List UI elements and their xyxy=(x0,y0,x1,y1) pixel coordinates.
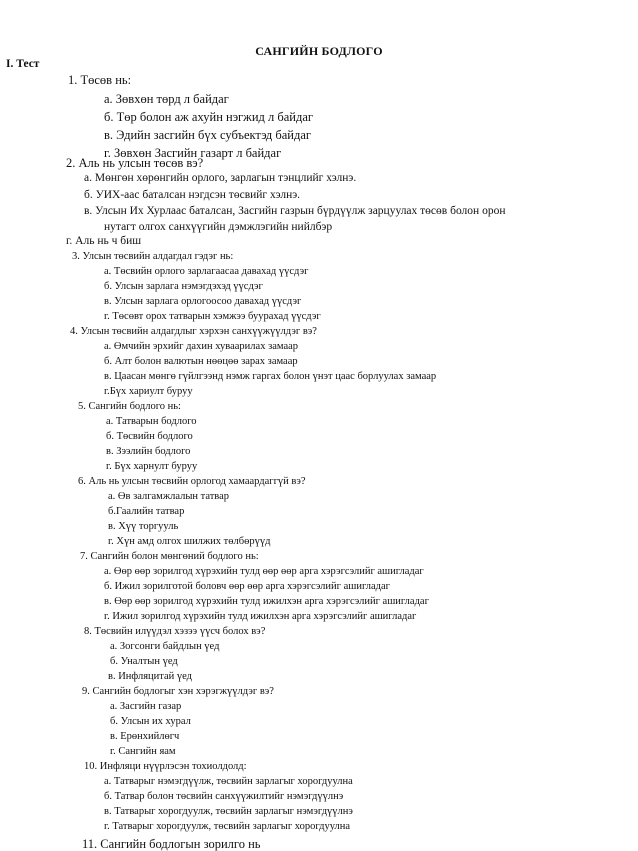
option-line: г. Төсөвт орох татварын хэмжээ буурахад үүсдэг xyxy=(104,311,321,322)
option-line: г. Хүн амд олгох шилжих төлбөрүүд xyxy=(108,536,271,547)
option-line: а. Татварын бодлого xyxy=(106,416,197,427)
option-line: б. Алт болон валютын нөөцөө зарах замаар xyxy=(104,356,298,367)
option-line: б. Төр болон аж ахуйн нэгжид л байдаг xyxy=(104,110,313,124)
question-line: 1. Төсөв нь: xyxy=(68,73,132,87)
option-line: б. Улсын их хурал xyxy=(110,716,191,727)
option-line: нутагт олгох санхүүгийн дэмжлэгийн нийлбэр xyxy=(104,221,333,233)
option-line: а. Зөвхөн төрд л байдаг xyxy=(104,92,229,106)
question-line: 8. Төсвийн илүүдэл хэзээ үүсч болох вэ? xyxy=(84,626,266,637)
option-line: а. Өв залгамжлалын татвар xyxy=(108,491,230,502)
question-line: 10. Инфляци нүүрлэсэн тохиолдолд: xyxy=(84,761,247,772)
option-line: в. Цаасан мөнгө гүйлгээнд нэмж гаргах болон үнэт цаас борлуулах замаар xyxy=(104,371,437,382)
option-line: б. Төсвийн бодлого xyxy=(106,431,193,442)
option-line: а. Өөр өөр зорилгод хүрэхийн тулд өөр өөр арга хэрэгсэлийг ашигладаг xyxy=(104,566,424,577)
option-line: г. Татварыг хорогдуулж, төсвийн зарлагыг хорогдуулна xyxy=(104,821,351,832)
option-line: б. Татвар болон төсвийн санхүүжилтийг нэмэгдүүлнэ xyxy=(104,791,344,802)
question-line: 7. Сангийн болон мөнгөний бодлого нь: xyxy=(80,551,259,562)
option-line: б. УИХ-аас баталсан нэгдсэн төсвийг хэлнэ. xyxy=(84,189,301,201)
option-line: в. Хүү торгууль xyxy=(108,521,179,532)
option-line: в. Татварыг хорогдуулж, төсвийн зарлагыг нэмэгдүүлнэ xyxy=(104,806,353,817)
option-line: в. Улсын Их Хурлаас баталсан, Засгийн газрын бүрдүүлж зарцуулах төсөв болон орон xyxy=(84,205,506,217)
option-line: в. Эдийн засгийн бүх субъектэд байдаг xyxy=(104,128,312,142)
option-line: в. Улсын зарлага орлогоосоо давахад үүсдэг xyxy=(104,296,302,307)
option-line: б.Гаалийн татвар xyxy=(108,506,185,517)
option-line: в. Ерөнхийлөгч xyxy=(110,731,180,742)
option-line: г. Бүх харнулт буруу xyxy=(106,461,198,472)
question-line: 11. Сангийн бодлогын зорилго нь xyxy=(82,837,261,851)
question-line: 2. Аль нь улсын төсөв вэ? xyxy=(66,156,204,170)
option-line: а. Өмчийн эрхийг дахин хуваарилах замаар xyxy=(104,341,299,352)
question-line: 3. Улсын төсвийн алдагдал гэдэг нь: xyxy=(72,251,234,262)
option-line: а. Төсвийн орлого зарлагаасаа давахад үүсдэг xyxy=(104,266,309,277)
section-heading: I. Тест xyxy=(6,58,40,70)
option-line: г. Ижил зорилгод хүрэхийн тулд ижилхэн арга хэрэгсэлийг ашигладаг xyxy=(104,611,417,622)
option-line: а. Татварыг нэмэгдүүлж, төсвийн зарлагыг хорогдуулна xyxy=(104,776,353,787)
option-line: в. Инфляцитай үед xyxy=(108,671,192,682)
option-line: в. Зээлийн бодлого xyxy=(106,446,191,457)
option-line: г. Сангийн яам xyxy=(110,746,176,757)
option-line: а. Засгийн газар xyxy=(110,701,182,712)
option-line: б. Уналтын үед xyxy=(110,656,178,667)
option-line: б. Улсын зарлага нэмэгдэхэд үүсдэг xyxy=(104,281,263,292)
question-line: 6. Аль нь улсын төсвийн орлогод хамаардаггүй вэ? xyxy=(78,476,306,487)
option-line: в. Өөр өөр зорилгод хүрэхийн тулд ижилхэн арга хэрэгсэлийг ашигладаг xyxy=(104,596,429,607)
option-line: г. Зөвхөн Засгийн газарт л байдаг xyxy=(104,146,282,160)
page-title: САНГИЙН БОДЛОГО xyxy=(255,44,383,58)
question-line: 4. Улсын төсвийн алдагдлыг хэрхэн санхүүжүүлдэг вэ? xyxy=(70,326,317,337)
option-line: г.Бүх хариулт буруу xyxy=(104,386,193,397)
option-line: г. Аль нь ч биш xyxy=(66,235,142,247)
option-line: б. Ижил зорилготой боловч өөр өөр арга хэрэгсэлийг ашигладаг xyxy=(104,581,390,592)
question-line: 9. Сангийн бодлогыг хэн хэрэгжүүлдэг вэ? xyxy=(82,686,274,697)
option-line: а. Зогсонги байдлын үед xyxy=(110,641,220,652)
option-line: а. Мөнгөн хөрөнгийн орлого, зарлагын тэнцлийг хэлнэ. xyxy=(84,172,357,184)
question-line: 5. Сангийн бодлого нь: xyxy=(78,401,181,412)
